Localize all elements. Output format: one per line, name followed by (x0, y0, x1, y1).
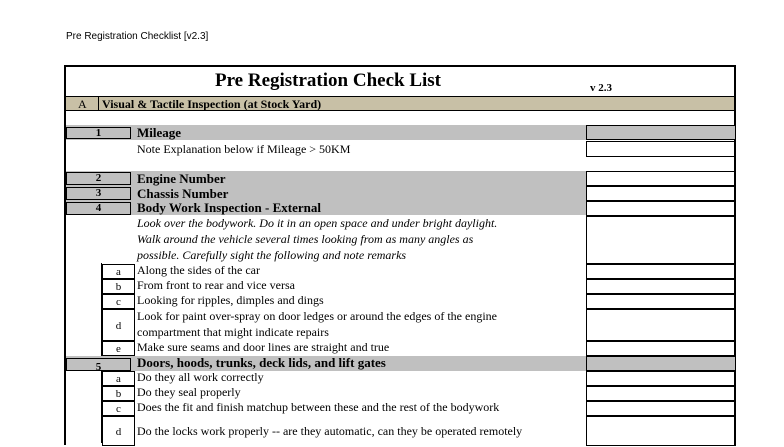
item-3-answer-box[interactable] (586, 186, 736, 201)
item-5-number: 5 (66, 358, 131, 371)
item-5-sub-b-text: Do they seal properly (137, 385, 241, 399)
item-1-number: 1 (66, 127, 131, 139)
item-4-sub-d-text-1: Look for paint over-spray on door ledges or around the edges of the engine (137, 309, 497, 323)
item-5-sub-a-answer[interactable] (586, 371, 736, 386)
item-4-sub-d-letter: d (102, 309, 135, 341)
item-5-sub-c-text: Does the fit and finish matchup between these and the rest of the bodywork (137, 400, 500, 414)
item-4-title: Body Work Inspection - External (137, 200, 321, 215)
item-4-number: 4 (66, 202, 131, 215)
item-4-sub-c-text: Looking for ripples, dimples and dings (137, 293, 324, 307)
item-4-sub-e-letter: e (102, 341, 135, 356)
item-5-answer-box[interactable] (586, 356, 736, 371)
item-4-sub-d-text-2: compartment that might indicate repairs (137, 325, 329, 339)
section-divider (98, 97, 99, 110)
version-label: v 2.3 (590, 82, 612, 94)
item-4-sub-e-text: Make sure seams and door lines are straight and true (137, 340, 390, 354)
item-3-title: Chassis Number (137, 186, 229, 201)
item-4-sub-b-answer[interactable] (586, 279, 736, 294)
item-4-answer-box[interactable] (586, 201, 736, 216)
item-5-sub-a-letter: a (102, 371, 135, 386)
item-1-note: Note Explanation below if Mileage > 50KM (137, 142, 351, 156)
item-5-sub-a-text: Do they all work correctly (137, 370, 264, 384)
item-4-sub-c-answer[interactable] (586, 294, 736, 309)
item-5-title: Doors, hoods, trunks, deck lids, and lift gates (137, 355, 386, 370)
item-4-sub-a-text: Along the sides of the car (137, 263, 260, 277)
item-2-answer-box[interactable] (586, 171, 736, 186)
item-5-sub-c-answer[interactable] (586, 401, 736, 416)
item-4-desc-line-2: Walk around the vehicle several times looking from as many angles as (137, 232, 474, 246)
item-1-title: Mileage (137, 125, 182, 140)
item-2-title: Engine Number (137, 171, 226, 186)
item-5-sub-d-letter: d (102, 416, 135, 446)
item-4-sub-c-letter: c (102, 294, 135, 309)
item-5-sub-c-letter: c (102, 401, 135, 416)
item-4-sub-a-answer[interactable] (586, 264, 736, 279)
item-5-sub-d-text: Do the locks work properly -- are they automatic, can they be operated remotely (137, 424, 523, 438)
item-1-answer-box[interactable] (586, 125, 736, 140)
item-5-sub-b-answer[interactable] (586, 386, 736, 401)
checklist-title: Pre Registration Check List (214, 70, 442, 91)
item-2-number: 2 (66, 172, 131, 185)
item-4-sub-d-answer[interactable] (586, 309, 736, 341)
item-4-sub-b-text: From front to rear and vice versa (137, 278, 295, 292)
item-4-desc-line-1: Look over the bodywork. Do it in an open space and under bright daylight. (137, 216, 498, 230)
section-title: Visual & Tactile Inspection (at Stock Yard) (102, 97, 322, 111)
item-1-note-answer-box[interactable] (586, 141, 736, 157)
section-a-band (66, 96, 734, 111)
item-4-sub-a-letter: a (102, 264, 135, 279)
item-3-number: 3 (66, 187, 131, 200)
item-5-sub-b-letter: b (102, 386, 135, 401)
item-4-desc-line-3: possible. Carefully sight the following and note remarks (137, 248, 407, 262)
section-letter: A (78, 97, 87, 111)
page-header: Pre Registration Checklist [v2.3] (66, 31, 209, 42)
item-4-desc-answer-box[interactable] (586, 216, 736, 264)
item-4-sub-b-letter: b (102, 279, 135, 294)
item-4-sub-e-answer[interactable] (586, 341, 736, 356)
item-5-sub-d-answer[interactable] (586, 416, 736, 446)
